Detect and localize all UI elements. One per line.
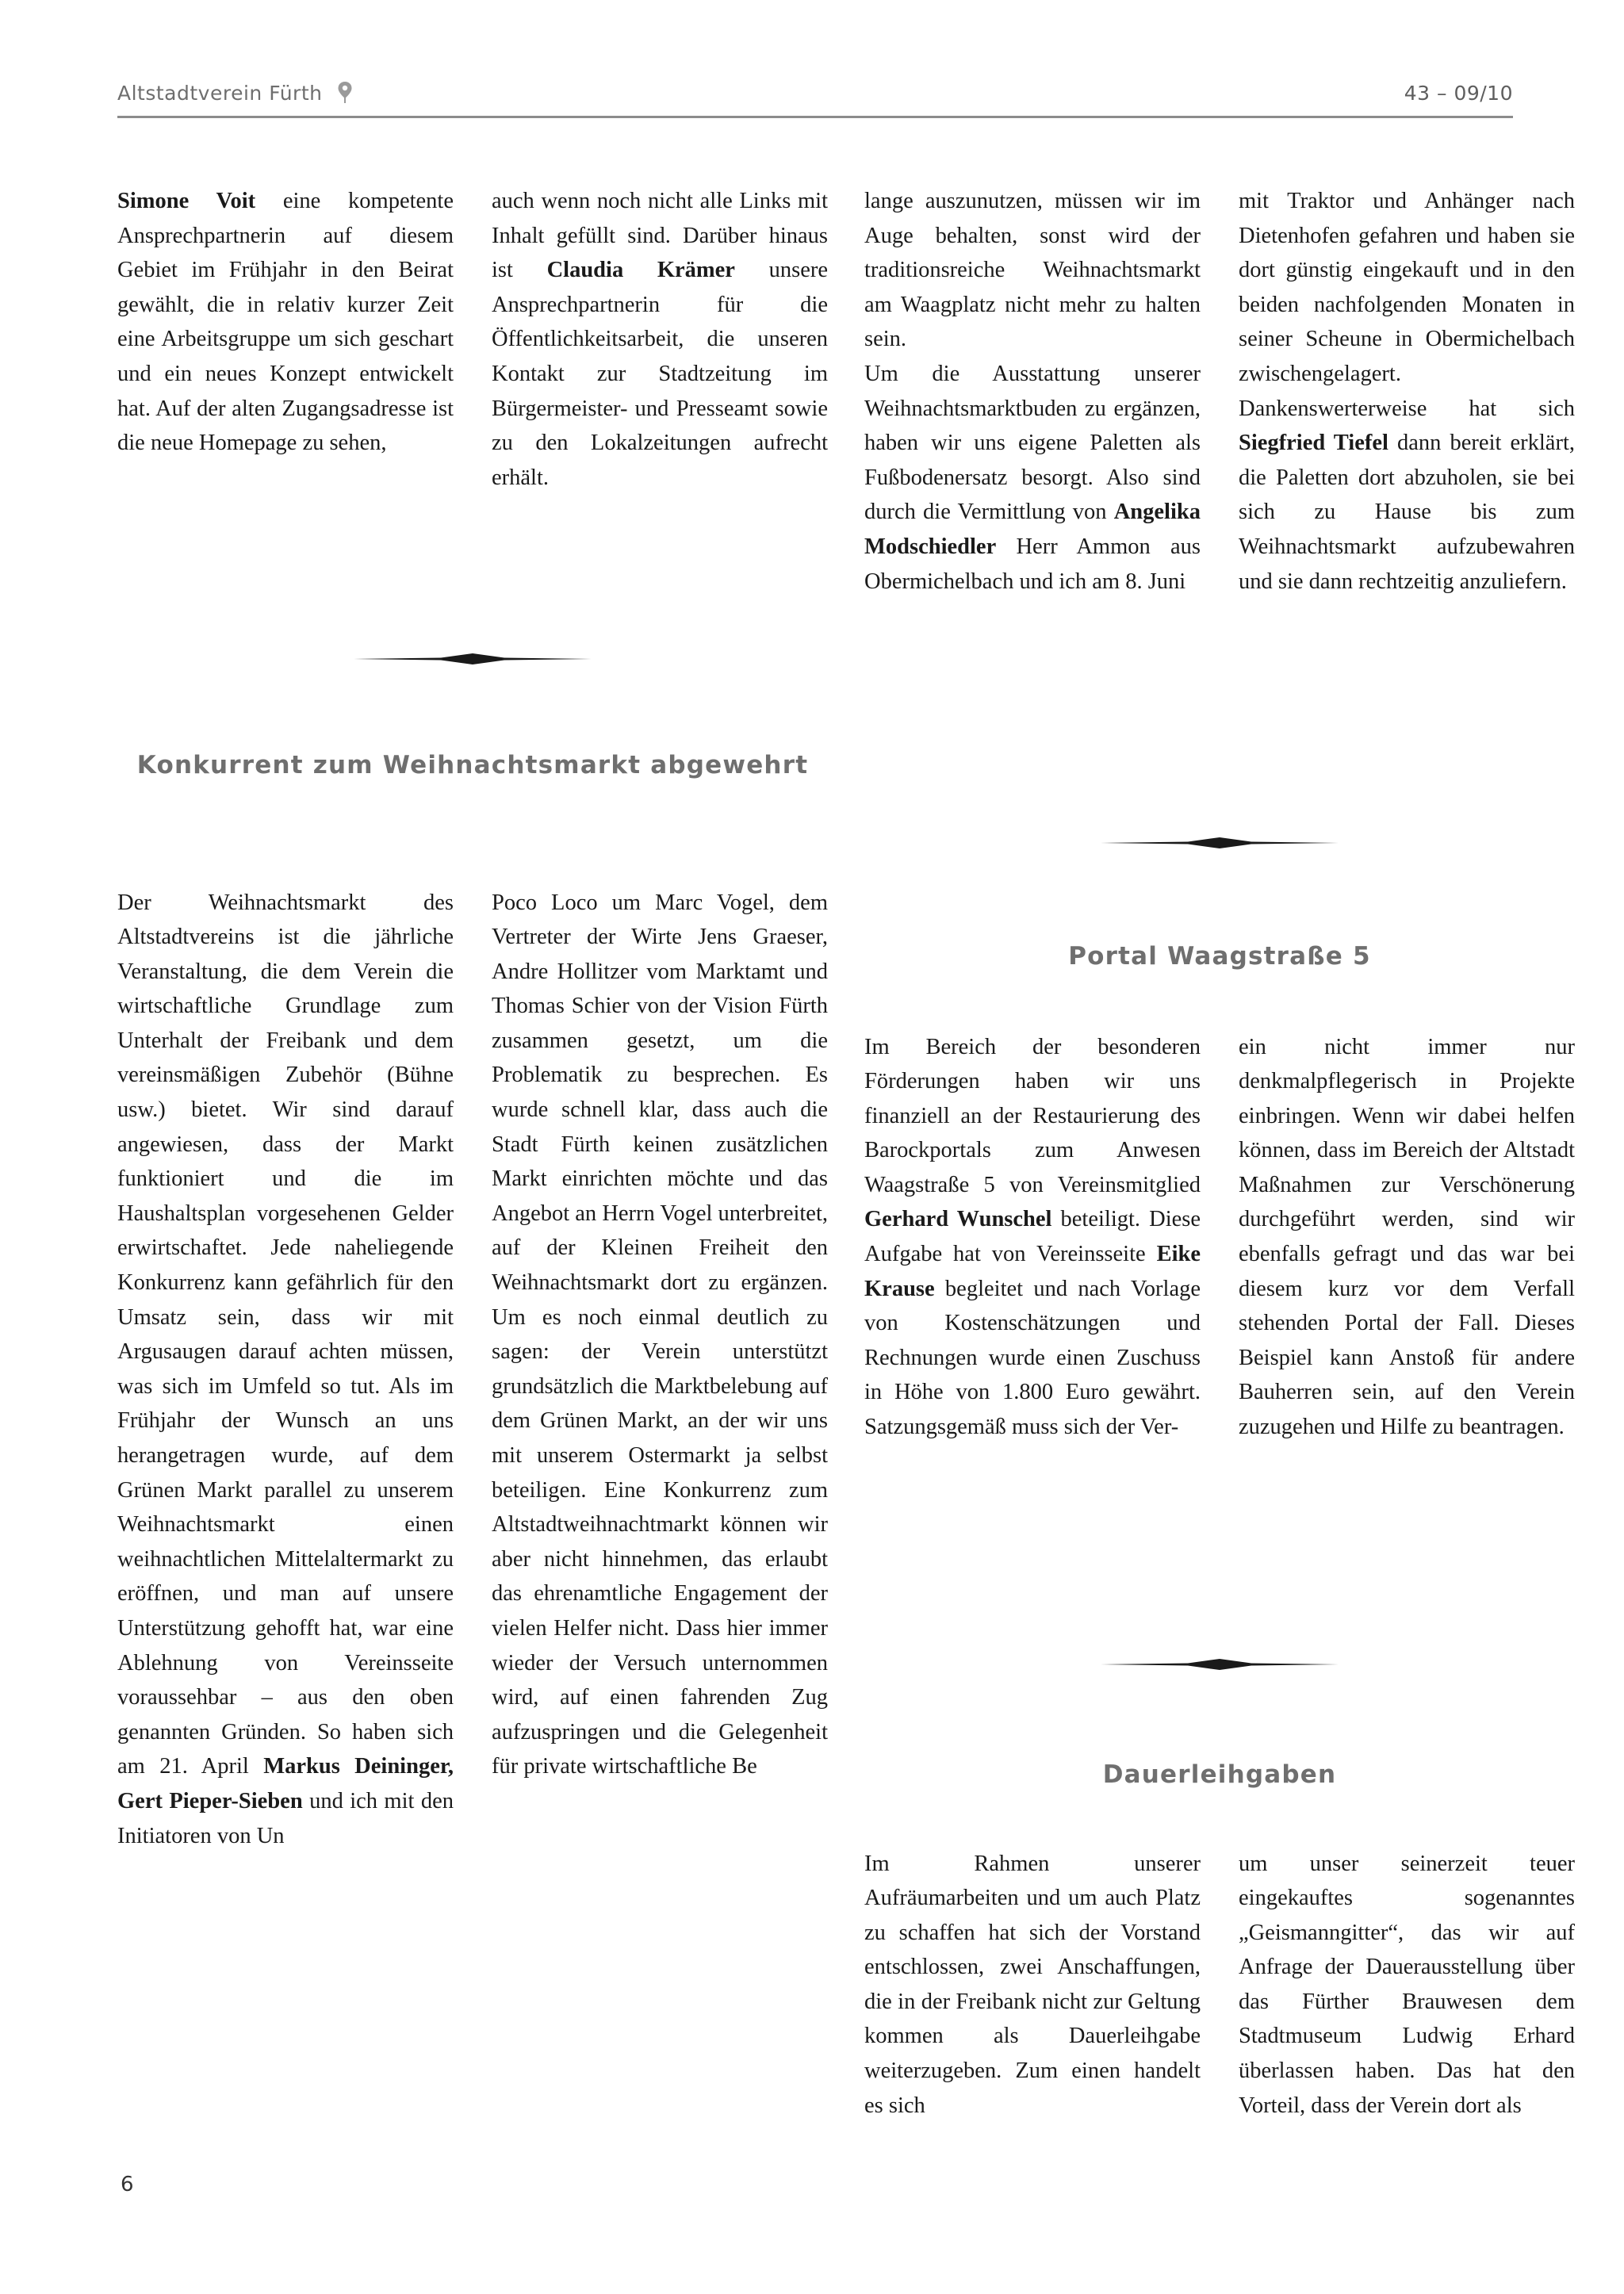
konkurrent-column-1: [117, 863, 454, 1876]
article-column-4: [1239, 184, 1575, 599]
publication-title: Altstadtverein Fürth: [117, 81, 323, 105]
konkurrent-column-2: [492, 863, 828, 1806]
dauerleihgaben-column-1: [864, 1824, 1201, 2146]
section-heading-portal: Portal Waagstraße 5: [1068, 942, 1371, 971]
section-heading-konkurrent: Konkurrent zum Weihnachtsmarkt abgewehrt: [136, 751, 809, 779]
paragraph: Simone Voit eine kompetente Ansprechpartnerin auf diesem Gebiet im Frühjahr in den Beirat gewählt, die in relativ kurzer Zeit eine Arbeitsgruppe um sich geschart und ein neues Konzept entwickelt hat. Auf der alten Zugangsadresse ist die neue Homepage zu sehen,: [117, 189, 454, 456]
paragraph: um unser seinerzeit teuer eingekauftes sogenanntes „Geismanngitter“, das wir auf Anfrage der Dauerausstellung über das Fürther Brauwesen dem Stadtmuseum Ludwig Erhard überlassen haben. Das hat den Vorteil, dass der Verein dort als: [1239, 1851, 1575, 2118]
article-column-1: [117, 184, 454, 461]
section-heading-dauerleihgaben: Dauerleihgaben: [1102, 1760, 1337, 1789]
paragraph: auch wenn noch nicht alle Links mit Inhalt gefüllt sind. Darüber hinaus ist Claudia Krämer unsere Ansprechpartnerin für die Öffentlichkeitsarbeit, die unseren Kontakt zur Stadtzeitung im Bürgermeister- und Presseamt sowie zu den Lokalzeitungen aufrecht erhält.: [492, 189, 828, 490]
header-left-group: [117, 81, 354, 105]
paragraph: Im Bereich der besonderen Förderungen haben wir uns finanziell an der Restaurierung des Barockportals zum Anwesen Waagstraße 5 von Vereinsmitglied Gerhard Wunschel beteiligt. Diese Aufgabe hat von Vereinsseite Eike Krause begleitet und nach Vorlage von Kostenschätzungen und Rechnungen wurde einen Zuschuss in Höhe von 1.800 Euro gewährt. Satzungsgemäß muss sich der Ver-: [864, 1034, 1201, 1440]
paragraph: Der Weihnachtsmarkt des Altstadtvereins ist die jährliche Veranstaltung, die dem Verein die wirtschaftliche Grundlage zum Unterhalt der Freibank und dem vereinsmäßigen Zubehör (Bühne usw.) bietet. Wir sind darauf angewiesen, dass der Markt funktioniert und die im Haushaltsplan vorgesehenen Gelder erwirtschaftet. Jede naheliegende Konkurrenz kann gefährlich für den Umsatz sein, dass wir mit Argusaugen darauf achten müssen, was sich im Umfeld so tut. Als im Frühjahr der Wunsch an uns herangetragen wurde, auf dem Grünen Markt parallel zu unserem Weihnachtsmarkt einen weihnachtlichen Mittelaltermarkt zu eröffnen, und man auf unsere Unterstützung gehofft hat, war eine Ablehnung von Vereinsseite voraussehbar – aus den oben genannten Gründen. So haben sich am 21. April Markus Deininger, Gert Pieper-Sieben und ich mit den Initiatoren von Un: [117, 890, 454, 1848]
ornament-divider-3: [1101, 1656, 1339, 1673]
issue-number: 43 – 09/10: [1404, 81, 1513, 105]
article-column-2: [492, 184, 828, 495]
paragraph: mit Traktor und Anhänger nach Dietenhofen gefahren und haben sie dort günstig eingekauft und in den beiden nachfolgenden Monaten in seiner Scheune in Obermichelbach zwischengelagert. Dankenswerterweise hat sich Siegfried Tiefel dann bereit erklärt, die Paletten dort abzuholen, sie bei sich zu Hause bis zum Weihnachtsmarkt aufzubewahren und sie dann rechtzeitig anzuliefern.: [1239, 189, 1575, 594]
paragraph: lange auszunutzen, müssen wir im Auge behalten, sonst wird der traditionsreiche Weihnachtsmarkt am Waagplatz nicht mehr zu halten sein. Um die Ausstattung unserer Weihnachtsmarktbuden zu ergänzen, haben wir uns eigene Paletten als Fußbodenersatz besorgt. Also sind durch die Vermittlung von Angelika Modschiedler Herr Ammon aus Obermichelbach und ich am 8. Juni: [864, 189, 1201, 594]
article-column-3: [864, 184, 1201, 599]
paragraph: Poco Loco um Marc Vogel, dem Vertreter der Wirte Jens Graeser, Andre Hollitzer vom Marktamt und Thomas Schier von der Vision Fürth zusammen gesetzt, um die Problematik zu besprechen. Es wurde schnell klar, dass auch die Stadt Fürth keinen zusätzlichen Markt einrichten möchte und das Angebot an Herrn Vogel unterbreitet, auf der Kleinen Freiheit den Weihnachtsmarkt dort zu ergänzen. Um es noch einmal deutlich zu sagen: der Verein unterstützt grundsätzlich die Marktbelebung auf dem Grünen Markt, an der wir uns mit unserem Ostermarkt ja selbst beteiligen. Eine Konkurrenz zum Altstadtweihnachtmarkt können wir aber nicht hinnehmen, das erlaubt das ehrenamtliche Engagement der vielen Helfer nicht. Dass hier immer wieder der Versuch unternommen wird, auf einen fahrenden Zug aufzuspringen und die Gelegenheit für private wirtschaftliche Be: [492, 890, 828, 1779]
dauerleihgaben-column-2: [1239, 1824, 1575, 2146]
page-header: [117, 70, 1513, 116]
page-number: 6: [121, 2173, 134, 2196]
paragraph: ein nicht immer nur denkmalpflegerisch in Projekte einbringen. Wenn wir dabei helfen können, dass im Bereich der Altstadt Maßnahmen zur Verschönerung durchgeführt werden, sind wir ebenfalls gefragt und das war bei diesem kurz vor dem Verfall stehenden Portal der Fall. Dieses Beispiel kann Anstoß für andere Bauherren sein, auf den Verein zuzugehen und Hilfe zu beantragen.: [1239, 1034, 1575, 1440]
portal-column-1: [864, 1007, 1201, 1467]
header-divider-rule: [117, 116, 1513, 118]
portal-column-2: [1239, 1007, 1575, 1467]
paragraph: Im Rahmen unserer Aufräumarbeiten und um auch Platz zu schaffen hat sich der Vorstand entschlossen, zwei Anschaffungen, die in der Freibank nicht zur Geltung kommen als Dauerleihgabe weiterzugeben. Zum einen handelt es sich: [864, 1851, 1201, 2118]
ornament-divider-2: [1101, 834, 1339, 852]
ornament-divider-1: [354, 650, 592, 668]
map-pin-icon: [336, 81, 354, 105]
